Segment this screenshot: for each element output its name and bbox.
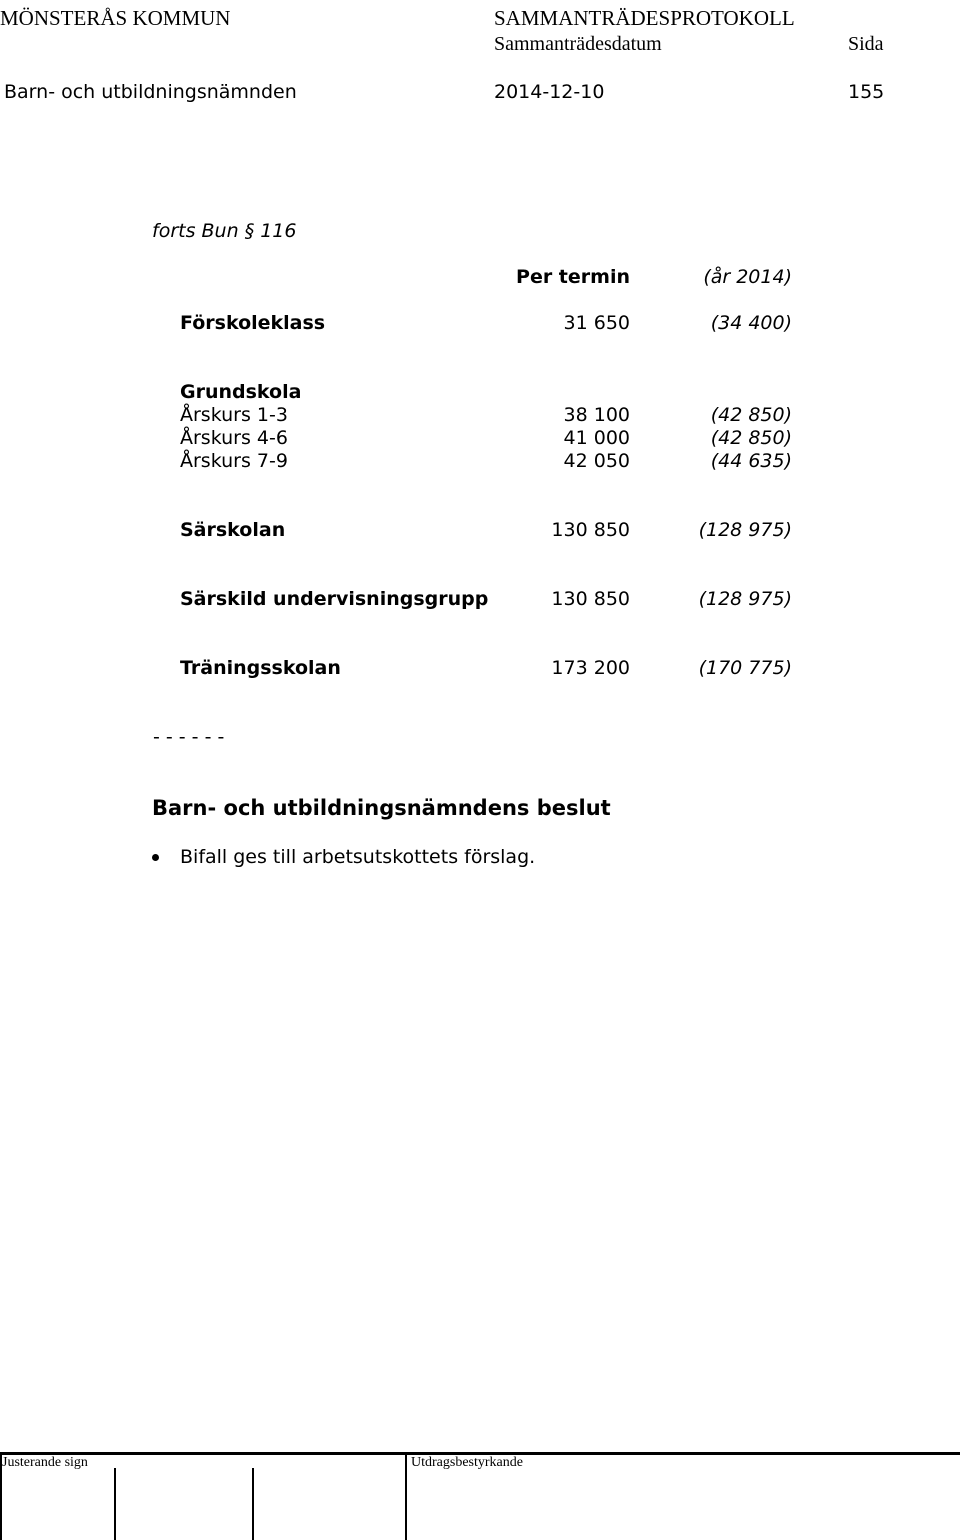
row-term-sarskolan: 130 850 [551, 519, 630, 541]
row-label-forskoleklass: Förskoleklass [180, 312, 326, 334]
bullet-icon [152, 854, 159, 861]
signature-box-divider [405, 1455, 407, 1540]
row-term-arskurs-7-9: 42 050 [563, 450, 630, 472]
document-type: SAMMANTRÄDESPROTOKOLL [494, 6, 795, 30]
signature-box-border [0, 1455, 2, 1540]
row-year-arskurs-7-9: (44 635) [710, 450, 792, 472]
column-header-year: (år 2014) [703, 266, 792, 288]
municipality-name: MÖNSTERÅS KOMMUN [0, 6, 231, 30]
page-number: 155 [848, 81, 885, 103]
row-label-arskurs-7-9: Årskurs 7-9 [180, 450, 288, 472]
signature-box-divider [252, 1468, 254, 1540]
row-year-sarskild-grupp: (128 975) [698, 588, 792, 610]
row-label-traningsskolan: Träningsskolan [180, 657, 341, 679]
row-label-sarskolan: Särskolan [180, 519, 286, 541]
row-label-arskurs-1-3: Årskurs 1-3 [180, 404, 288, 426]
row-term-traningsskolan: 173 200 [551, 657, 630, 679]
footer-label-utdrag: Utdragsbestyrkande [411, 1455, 523, 1470]
signature-box-divider [114, 1468, 116, 1540]
committee-name: Barn- och utbildningsnämnden [4, 81, 297, 103]
row-term-arskurs-4-6: 41 000 [563, 427, 630, 449]
row-year-arskurs-4-6: (42 850) [710, 427, 792, 449]
row-year-arskurs-1-3: (42 850) [710, 404, 792, 426]
section-reference: forts Bun § 116 [152, 220, 297, 242]
row-year-traningsskolan: (170 775) [698, 657, 792, 679]
decision-item: Bifall ges till arbetsutskottets förslag. [180, 846, 536, 868]
footer-label-justerande: Justerande sign [2, 1455, 88, 1470]
row-label-sarskild-grupp: Särskild undervisningsgrupp [180, 588, 489, 610]
row-term-sarskild-grupp: 130 850 [551, 588, 630, 610]
dash-separator: - - - - - - [153, 726, 225, 748]
row-label-arskurs-4-6: Årskurs 4-6 [180, 427, 288, 449]
date-label: Sammanträdesdatum [494, 33, 662, 55]
page-label: Sida [848, 33, 884, 55]
decision-heading: Barn- och utbildningsnämndens beslut [152, 796, 611, 820]
group-heading-grundskola: Grundskola [180, 381, 302, 403]
column-header-term: Per termin [516, 266, 630, 288]
row-year-sarskolan: (128 975) [698, 519, 792, 541]
row-year-forskoleklass: (34 400) [710, 312, 792, 334]
meeting-date: 2014-12-10 [494, 81, 605, 103]
row-term-arskurs-1-3: 38 100 [563, 404, 630, 426]
row-term-forskoleklass: 31 650 [563, 312, 630, 334]
